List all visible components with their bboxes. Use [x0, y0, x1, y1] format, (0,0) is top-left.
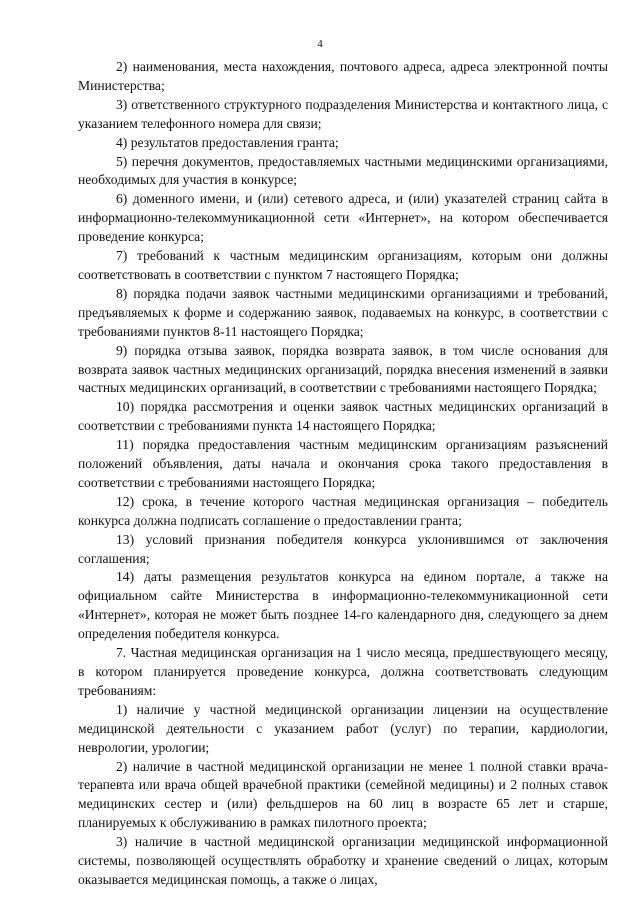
- paragraph: 13) условий признания победителя конкурса уклонившимся от заключения соглашения;: [78, 531, 608, 566]
- paragraph: 1) наличие у частной медицинской организации лицензии на осуществление медицинской деятельности с указанием работ (услуг) по терапии, кардиологии, неврологии, урологии;: [78, 701, 608, 755]
- paragraph: 4) результатов предоставления гранта;: [116, 134, 339, 150]
- paragraph: 11) порядка предоставления частным медицинским организациям разъяснений положений объявления, даты начала и окончания срока такого предоставления в соответствии с требованиями настоящего Порядка;: [78, 437, 608, 490]
- page-number: 4: [317, 38, 323, 50]
- paragraph: 7) требований к частным медицинским организациям, которым они должны соответствовать в соответствии с пунктом 7 настоящего Порядка;: [78, 248, 608, 282]
- paragraph: 6) доменного имени, и (или) сетевого адреса, и (или) указателей страниц сайта в информационно-телекоммуникационной сети «Интернет», на котором обеспечивается проведение конкурса;: [78, 191, 608, 245]
- paragraph: 3) наличие в частной медицинской организации медицинской информационной системы, позволяющей осуществлять обработку и хранение сведений о лицах, которым оказывается медицинская помощь, а также о лицах,: [78, 834, 608, 887]
- document-body: [78, 58, 608, 890]
- paragraph: 3) ответственного структурного подразделения Министерства и контактного лица, с указанием телефонного номера для связи;: [78, 96, 608, 131]
- paragraph: 2) наличие в частной медицинской организации не менее 1 полной ставки врача-терапевта или врача общей врачебной практики (семейной медицины) и 2 полных ставок медицинских сестер и (или) фельдшеров на 60 лиц в возрасте 65 лет и старше, планируемых к обслуживанию в рамках пилотного проекта;: [78, 758, 608, 831]
- paragraph: 14) даты размещения результатов конкурса на едином портале, а также на официальном сайте Министерства в информационно-телекоммуникационной сети «Интернет», которая не может быть позднее 14-го календарного дня, следующего за днем определения победителя конкурса.: [78, 569, 608, 642]
- paragraph: 7. Частная медицинская организация на 1 число месяца, предшествующего месяцу, в котором планируется проведение конкурса, должна соответствовать следующим требованиям:: [78, 645, 608, 698]
- paragraph: 8) порядка подачи заявок частными медицинскими организациями и требований, предъявляемых к форме и содержанию заявок, подаваемых на конкурс, в соответствии с требованиями пунктов 8-11 настоящего Порядка;: [78, 285, 608, 339]
- paragraph: 9) порядка отзыва заявок, порядка возврата заявок, в том числе основания для возврата заявок частных медицинских организаций, порядка внесения изменений в заявки частных медицинских организаций, в соответствии с требованиями настоящего Порядка;: [78, 342, 608, 396]
- paragraph: 2) наименования, места нахождения, почтового адреса, адреса электронной почты Министерства;: [78, 59, 608, 93]
- paragraph: 5) перечня документов, предоставляемых частными медицинскими организациями, необходимых для участия в конкурсе;: [78, 153, 608, 188]
- paragraph: 12) срока, в течение которого частная медицинская организация – победитель конкурса должна подписать соглашение о предоставлении гранта;: [78, 493, 608, 528]
- paragraph: 10) порядка рассмотрения и оценки заявок частных медицинских организаций в соответствии с требованиями пункта 14 настоящего Порядка;: [78, 399, 608, 434]
